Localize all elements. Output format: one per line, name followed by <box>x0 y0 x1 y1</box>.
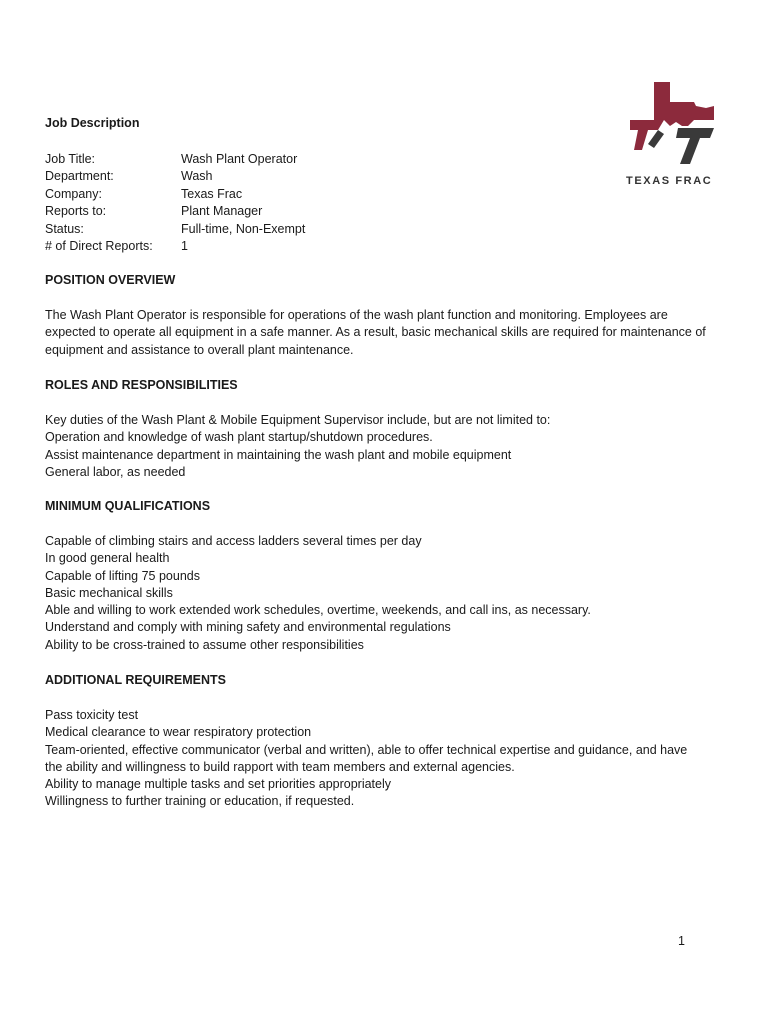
list-item: Capable of lifting 75 pounds <box>45 568 200 583</box>
list-item: General labor, as needed <box>45 464 186 479</box>
section-heading-qualifications: MINIMUM QUALIFICATIONS <box>45 499 211 513</box>
field-label: Company: <box>45 187 102 201</box>
field-value: Wash Plant Operator <box>181 152 298 166</box>
list-item: Basic mechanical skills <box>45 585 173 600</box>
list-item: Able and willing to work extended work schedules, overtime, weekends, and call ins, as necessary. <box>45 603 591 618</box>
position-overview-text <box>45 307 725 359</box>
list-item: Understand and comply with mining safety and environmental regulations <box>45 620 451 635</box>
field-value: Plant Manager <box>181 204 263 218</box>
list-item: Operation and knowledge of wash plant startup/shutdown procedures. <box>45 430 433 445</box>
field-label: Status: <box>45 222 84 236</box>
field-label: # of Direct Reports: <box>45 239 153 253</box>
list-item: In good general health <box>45 551 170 566</box>
field-value: 1 <box>181 239 188 253</box>
logo-texas-shape <box>654 82 714 126</box>
list-item: Willingness to further training or education, if requested. <box>45 794 355 809</box>
qualifications-list <box>45 533 725 654</box>
list-item: the ability and willingness to build rapport with team members and external agencies. <box>45 759 515 774</box>
list-item: Pass toxicity test <box>45 708 139 722</box>
roles-list <box>45 412 725 481</box>
logo-slash-2 <box>676 128 714 164</box>
list-item: Ability to manage multiple tasks and set priorities appropriately <box>45 777 392 792</box>
logo-wordmark: TEXAS FRAC <box>626 175 713 187</box>
list-item: Assist maintenance department in maintaining the wash plant and mobile equipment <box>45 447 512 462</box>
paragraph-line: expected to operate all equipment in a safe manner. As a result, basic mechanical skills are required for maintenance of <box>45 325 706 340</box>
list-item: Key duties of the Wash Plant & Mobile Equipment Supervisor include, but are not limited to: <box>45 413 551 427</box>
list-item: Ability to be cross-trained to assume other responsibilities <box>45 637 364 652</box>
document-title: Job Description <box>45 116 140 130</box>
list-item: Capable of climbing stairs and access ladders several times per day <box>45 534 422 548</box>
field-value: Texas Frac <box>181 187 243 201</box>
field-label: Reports to: <box>45 204 107 218</box>
logo-slash-3 <box>648 130 664 148</box>
field-label: Department: <box>45 169 114 183</box>
additional-list <box>45 707 725 811</box>
texas-frac-logo <box>624 80 726 190</box>
section-heading-roles: ROLES AND RESPONSIBILITIES <box>45 378 238 392</box>
field-value: Full-time, Non-Exempt <box>181 222 306 236</box>
list-item: Medical clearance to wear respiratory protection <box>45 725 312 740</box>
list-item: Team-oriented, effective communicator (verbal and written), able to offer technical expertise and guidance, and have <box>45 742 688 757</box>
field-value: Wash <box>181 169 213 183</box>
field-label: Job Title: <box>45 152 96 166</box>
page-number: 1 <box>678 934 685 948</box>
paragraph-line: equipment and assistance to overall plant maintenance. <box>45 342 354 357</box>
paragraph-line: The Wash Plant Operator is responsible for operations of the wash plant function and monitoring. Employees are <box>45 308 668 322</box>
section-heading-additional: ADDITIONAL REQUIREMENTS <box>45 673 227 687</box>
section-heading-position-overview: POSITION OVERVIEW <box>45 273 176 287</box>
